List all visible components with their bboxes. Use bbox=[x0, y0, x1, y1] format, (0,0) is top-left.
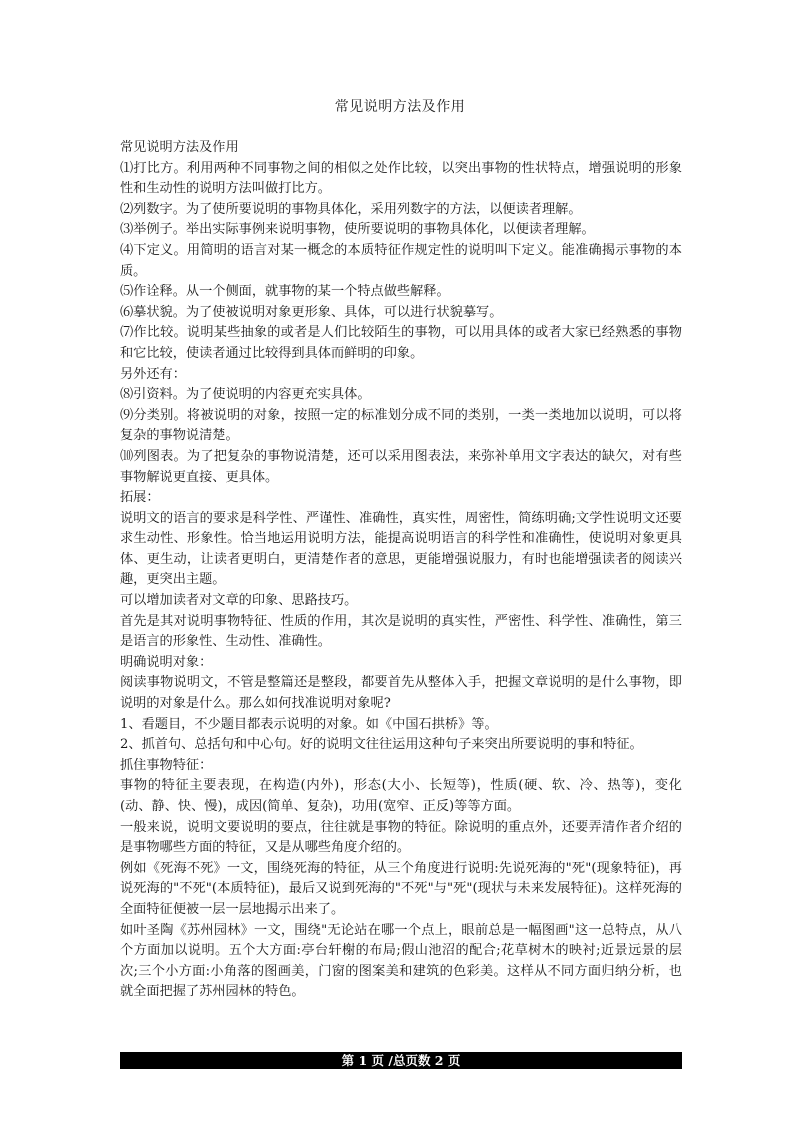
paragraph: 说明文的语言的要求是科学性、严谨性、准确性，真实性，周密性，简练明确;文学性说明文还要求生动性、形象性。恰当地运用说明方法，能提高说明语言的科学性和准确性，使说明对象更具体、更生动，让读者更明白，更清楚作者的意思，更能增强说服力，有时也能增强读者的阅读兴趣，更突出主题。 bbox=[120, 510, 682, 588]
paragraph: 首先是其对说明事物特征、性质的作用，其次是说明的真实性，严密性、科学性、准确性，第三是语言的形象性、生动性、准确性。 bbox=[120, 613, 682, 650]
paragraph: ⑸作诠释。从一个侧面，就事物的某一个特点做些解释。 bbox=[120, 284, 450, 300]
paragraph: ⑺作比较。说明某些抽象的或者是人们比较陌生的事物，可以用具体的或者大家已经熟悉的事物和它比较，使读者通过比较得到具体而鲜明的印象。 bbox=[120, 325, 682, 361]
paragraph: ⑼分类别。将被说明的对象，按照一定的标准划分成不同的类别，一类一类地加以说明，可以将复杂的事物说清楚。 bbox=[120, 407, 682, 444]
paragraph: 拓展： bbox=[120, 490, 160, 506]
paragraph: ⑶举例子。举出实际事例来说明事物，使所要说明的事物具体化，以便读者理解。 bbox=[120, 222, 595, 238]
document-title: 常见说明方法及作用 bbox=[334, 99, 466, 115]
paragraph: 2、抓首句、总括句和中心句。好的说明文往往运用这种句子来突出所要说明的事和特征。 bbox=[120, 737, 643, 753]
paragraph: 1、看题目，不少题目都表示说明的对象。如《中国石拱桥》等。 bbox=[120, 716, 498, 732]
paragraph: 可以增加读者对文章的印象、思路技巧。 bbox=[120, 593, 358, 609]
paragraph: 事物的特征主要表现，在构造(内外)，形态(大小、长短等)，性质(硬、软、冷、热等)，变化(动、静、快、慢)，成因(简单、复杂)，功用(宽窄、正反)等等方面。 bbox=[120, 778, 682, 814]
paragraph: 阅读事物说明文，不管是整篇还是整段，都要首先从整体入手，把握文章说明的是什么事物，即说明的对象是什么。那么如何找准说明对象呢? bbox=[120, 675, 682, 712]
paragraph: ⑷下定义。用简明的语言对某一概念的本质特征作规定性的说明叫下定义。能准确揭示事物的本质。 bbox=[120, 242, 682, 279]
paragraph: 一般来说，说明文要说明的要点，往往就是事物的特征。除说明的重点外，还要弄清作者介绍的是事物哪些方面的特征，又是从哪些角度介绍的。 bbox=[120, 819, 682, 856]
paragraph: 抓住事物特征： bbox=[120, 757, 213, 773]
paragraph: ⑴打比方。利用两种不同事物之间的相似之处作比较，以突出事物的性状特点，增强说明的形象性和生动性的说明方法叫做打比方。 bbox=[120, 160, 682, 197]
paragraph: ⑽列图表。为了把复杂的事物说清楚，还可以采用图表法，来弥补单用文字表达的缺欠，对有些事物解说更直接、更具体。 bbox=[120, 448, 682, 485]
paragraph: 另外还有： bbox=[120, 366, 186, 382]
paragraph: 如叶圣陶《苏州园林》一文，围绕"无论站在哪一个点上，眼前总是一幅图画"这一总特点，从八个方面加以说明。五个大方面:亭台轩榭的布局;假山池沼的配合;花草树木的映衬;近景远景的层次;三个小方面:小角落的图画美，门窗的图案美和建筑的色彩美。这样从不同方面归纳分析，也就全面把握了苏州园林的特色。 bbox=[120, 922, 682, 1000]
paragraph: 例如《死海不死》一文，围绕死海的特征，从三个角度进行说明:先说死海的"死"(现象特征)，再说死海的"不死"(本质特征)，最后又说到死海的"不死"与"死"(现状与未来发展特征)。这样死海的全面特征便被一层一层地揭示出来了。 bbox=[120, 860, 682, 917]
paragraph: 常见说明方法及作用 bbox=[120, 140, 239, 155]
paragraph: ⑵列数字。为了使所要说明的事物具体化，采用列数字的方法，以便读者理解。 bbox=[120, 201, 582, 217]
document-body bbox=[120, 138, 682, 1003]
paragraph: 明确说明对象： bbox=[120, 654, 213, 670]
page-footer: 第 1 页 /总页数 2 页 bbox=[120, 1052, 682, 1069]
paragraph: ⑹摹状貌。为了使被说明对象更形象、具体，可以进行状貌摹写。 bbox=[120, 304, 503, 320]
paragraph: ⑻引资料。为了使说明的内容更充实具体。 bbox=[120, 387, 371, 403]
